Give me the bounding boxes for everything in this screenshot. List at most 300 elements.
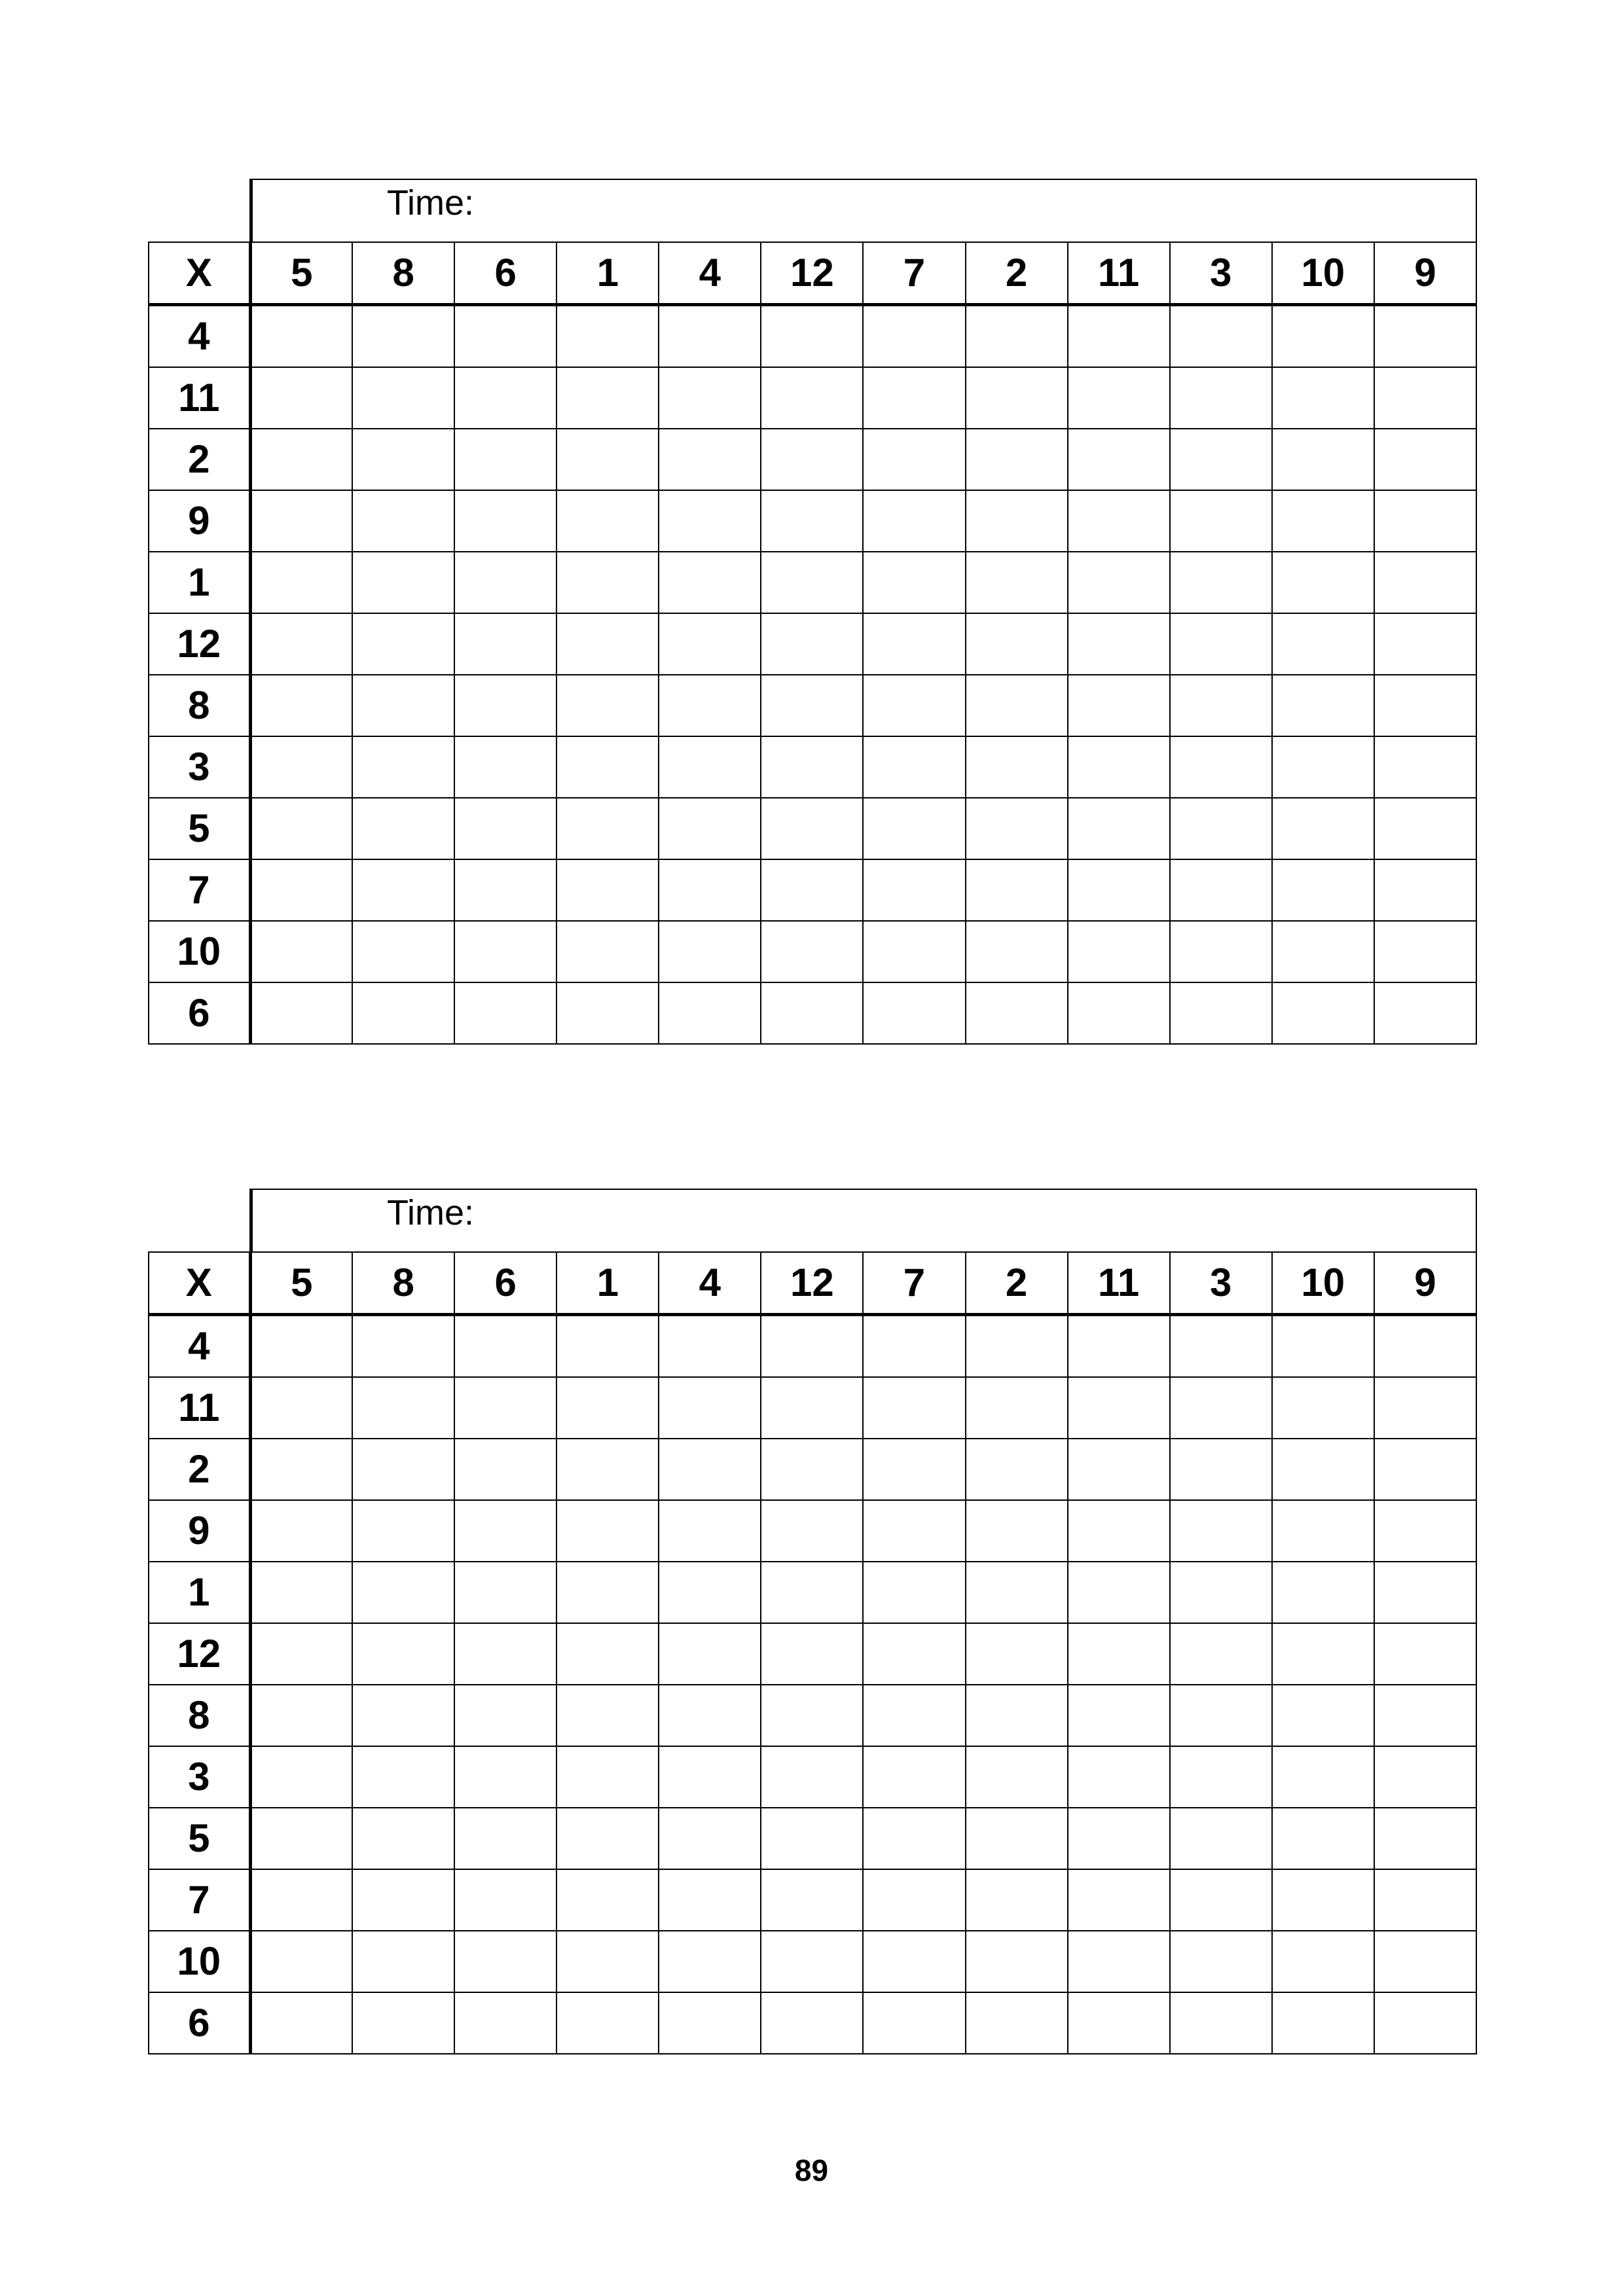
- answer-cell[interactable]: [250, 613, 352, 675]
- answer-cell[interactable]: [556, 1315, 659, 1378]
- column-header: 2: [966, 242, 1068, 305]
- answer-cell[interactable]: [1272, 490, 1374, 552]
- answer-cell[interactable]: [966, 1500, 1068, 1562]
- answer-cell[interactable]: [761, 1500, 863, 1562]
- answer-cell[interactable]: [863, 675, 965, 736]
- answer-cell[interactable]: [250, 921, 352, 982]
- answer-cell[interactable]: [1272, 429, 1374, 490]
- answer-cell[interactable]: [556, 859, 659, 921]
- answer-cell[interactable]: [250, 1746, 352, 1808]
- answer-cell[interactable]: [659, 859, 761, 921]
- table-row: [149, 1315, 1476, 1378]
- answer-cell[interactable]: [1170, 1931, 1272, 1992]
- answer-cell[interactable]: [1272, 1808, 1374, 1869]
- answer-cell[interactable]: [1170, 859, 1272, 921]
- answer-cell[interactable]: [352, 736, 454, 798]
- answer-cell[interactable]: [250, 367, 352, 429]
- answer-cell[interactable]: [659, 1746, 761, 1808]
- answer-cell[interactable]: [1272, 675, 1374, 736]
- answer-cell[interactable]: [1170, 613, 1272, 675]
- answer-cell[interactable]: [966, 552, 1068, 613]
- answer-cell[interactable]: [659, 982, 761, 1044]
- answer-cell[interactable]: [761, 1562, 863, 1623]
- answer-cell[interactable]: [863, 1746, 965, 1808]
- answer-cell[interactable]: [1272, 1315, 1374, 1378]
- answer-cell[interactable]: [761, 736, 863, 798]
- answer-cell[interactable]: [454, 798, 556, 859]
- answer-cell[interactable]: [352, 1992, 454, 2054]
- answer-cell[interactable]: [659, 675, 761, 736]
- answer-cell[interactable]: [966, 1377, 1068, 1439]
- answer-cell[interactable]: [1272, 552, 1374, 613]
- answer-cell[interactable]: [761, 1377, 863, 1439]
- answer-cell[interactable]: [1068, 1869, 1170, 1931]
- answer-cell[interactable]: [352, 1377, 454, 1439]
- answer-cell[interactable]: [659, 429, 761, 490]
- answer-cell[interactable]: [966, 859, 1068, 921]
- answer-cell[interactable]: [659, 613, 761, 675]
- answer-cell[interactable]: [863, 982, 965, 1044]
- answer-cell[interactable]: [863, 1315, 965, 1378]
- answer-cell[interactable]: [1170, 1500, 1272, 1562]
- answer-cell[interactable]: [659, 1562, 761, 1623]
- answer-cell[interactable]: [250, 736, 352, 798]
- answer-cell[interactable]: [250, 490, 352, 552]
- answer-cell[interactable]: [454, 1869, 556, 1931]
- answer-cell[interactable]: [966, 1685, 1068, 1746]
- answer-cell[interactable]: [761, 1808, 863, 1869]
- answer-cell[interactable]: [659, 736, 761, 798]
- answer-cell[interactable]: [1272, 1869, 1374, 1931]
- answer-cell[interactable]: [1272, 1377, 1374, 1439]
- answer-cell[interactable]: [1272, 1562, 1374, 1623]
- answer-cell[interactable]: [352, 490, 454, 552]
- answer-cell[interactable]: [250, 1869, 352, 1931]
- answer-cell[interactable]: [556, 613, 659, 675]
- answer-cell[interactable]: [556, 921, 659, 982]
- answer-cell[interactable]: [454, 982, 556, 1044]
- answer-cell[interactable]: [352, 1500, 454, 1562]
- answer-cell[interactable]: [966, 1562, 1068, 1623]
- answer-cell[interactable]: [352, 675, 454, 736]
- answer-cell[interactable]: [352, 1439, 454, 1500]
- answer-cell[interactable]: [556, 1439, 659, 1500]
- answer-cell[interactable]: [454, 921, 556, 982]
- answer-cell[interactable]: [659, 1992, 761, 2054]
- answer-cell[interactable]: [1068, 1992, 1170, 2054]
- answer-cell[interactable]: [966, 798, 1068, 859]
- answer-cell[interactable]: [1068, 1931, 1170, 1992]
- answer-cell[interactable]: [1272, 1746, 1374, 1808]
- answer-cell[interactable]: [659, 490, 761, 552]
- answer-cell[interactable]: [250, 859, 352, 921]
- answer-cell[interactable]: [1068, 552, 1170, 613]
- answer-cell[interactable]: [966, 921, 1068, 982]
- answer-cell[interactable]: [761, 1315, 863, 1378]
- answer-cell[interactable]: [863, 921, 965, 982]
- column-header: 3: [1170, 242, 1272, 305]
- answer-cell[interactable]: [250, 552, 352, 613]
- answer-cell[interactable]: [761, 1992, 863, 2054]
- answer-cell[interactable]: [761, 1439, 863, 1500]
- answer-cell[interactable]: [454, 1685, 556, 1746]
- answer-cell[interactable]: [1374, 613, 1476, 675]
- answer-cell[interactable]: [761, 1685, 863, 1746]
- answer-cell[interactable]: [1170, 736, 1272, 798]
- answer-cell[interactable]: [1068, 429, 1170, 490]
- answer-cell[interactable]: [556, 736, 659, 798]
- answer-cell[interactable]: [250, 1931, 352, 1992]
- answer-cell[interactable]: [761, 921, 863, 982]
- answer-cell[interactable]: [454, 736, 556, 798]
- answer-cell[interactable]: [454, 552, 556, 613]
- row-header: 4: [149, 1315, 250, 1378]
- answer-cell[interactable]: [1170, 552, 1272, 613]
- answer-cell[interactable]: [250, 798, 352, 859]
- answer-cell[interactable]: [1068, 613, 1170, 675]
- answer-cell[interactable]: [966, 305, 1068, 368]
- answer-cell[interactable]: [1272, 1439, 1374, 1500]
- answer-cell[interactable]: [1068, 1746, 1170, 1808]
- answer-cell[interactable]: [1170, 1869, 1272, 1931]
- answer-cell[interactable]: [352, 613, 454, 675]
- answer-cell[interactable]: [1170, 1439, 1272, 1500]
- answer-cell[interactable]: [761, 613, 863, 675]
- answer-cell[interactable]: [454, 305, 556, 368]
- answer-cell[interactable]: [1170, 798, 1272, 859]
- answer-cell[interactable]: [1068, 982, 1170, 1044]
- answer-cell[interactable]: [1374, 675, 1476, 736]
- answer-cell[interactable]: [454, 859, 556, 921]
- answer-cell[interactable]: [1272, 982, 1374, 1044]
- answer-cell[interactable]: [1374, 1992, 1476, 2054]
- answer-cell[interactable]: [1068, 921, 1170, 982]
- answer-cell[interactable]: [761, 1869, 863, 1931]
- answer-cell[interactable]: [556, 367, 659, 429]
- answer-cell[interactable]: [556, 982, 659, 1044]
- answer-cell[interactable]: [352, 1931, 454, 1992]
- answer-cell[interactable]: [556, 1377, 659, 1439]
- answer-cell[interactable]: [863, 1562, 965, 1623]
- answer-cell[interactable]: [454, 1377, 556, 1439]
- answer-cell[interactable]: [454, 429, 556, 490]
- answer-cell[interactable]: [1170, 921, 1272, 982]
- answer-cell[interactable]: [966, 982, 1068, 1044]
- answer-cell[interactable]: [659, 1685, 761, 1746]
- answer-cell[interactable]: [556, 1808, 659, 1869]
- answer-cell[interactable]: [1374, 1931, 1476, 1992]
- answer-cell[interactable]: [454, 613, 556, 675]
- answer-cell[interactable]: [454, 1808, 556, 1869]
- answer-cell[interactable]: [556, 1685, 659, 1746]
- answer-cell[interactable]: [1272, 613, 1374, 675]
- answer-cell[interactable]: [352, 1685, 454, 1746]
- answer-cell[interactable]: [352, 1808, 454, 1869]
- answer-cell[interactable]: [454, 1623, 556, 1685]
- answer-cell[interactable]: [863, 736, 965, 798]
- answer-cell[interactable]: [1374, 1500, 1476, 1562]
- answer-cell[interactable]: [1272, 798, 1374, 859]
- answer-cell[interactable]: [454, 1746, 556, 1808]
- answer-cell[interactable]: [966, 1315, 1068, 1378]
- answer-cell[interactable]: [1170, 1623, 1272, 1685]
- answer-cell[interactable]: [556, 429, 659, 490]
- answer-cell[interactable]: [1068, 305, 1170, 368]
- answer-cell[interactable]: [1170, 1746, 1272, 1808]
- answer-cell[interactable]: [659, 1869, 761, 1931]
- answer-cell[interactable]: [1068, 1377, 1170, 1439]
- answer-cell[interactable]: [352, 982, 454, 1044]
- answer-cell[interactable]: [966, 675, 1068, 736]
- answer-cell[interactable]: [352, 1562, 454, 1623]
- row-header: 9: [149, 490, 250, 552]
- answer-cell[interactable]: [966, 736, 1068, 798]
- answer-cell[interactable]: [863, 1500, 965, 1562]
- column-header: 1: [556, 242, 659, 305]
- answer-cell[interactable]: [454, 1562, 556, 1623]
- answer-cell[interactable]: [761, 1746, 863, 1808]
- answer-cell[interactable]: [352, 798, 454, 859]
- answer-cell[interactable]: [1068, 736, 1170, 798]
- answer-cell[interactable]: [1374, 367, 1476, 429]
- answer-cell[interactable]: [250, 429, 352, 490]
- answer-cell[interactable]: [556, 1931, 659, 1992]
- answer-cell[interactable]: [454, 1500, 556, 1562]
- answer-cell[interactable]: [659, 1439, 761, 1500]
- answer-cell[interactable]: [1374, 1562, 1476, 1623]
- answer-cell[interactable]: [863, 1808, 965, 1869]
- answer-cell[interactable]: [1170, 1685, 1272, 1746]
- answer-cell[interactable]: [863, 1869, 965, 1931]
- answer-cell[interactable]: [556, 675, 659, 736]
- answer-cell[interactable]: [454, 1315, 556, 1378]
- answer-cell[interactable]: [761, 675, 863, 736]
- answer-cell[interactable]: [352, 305, 454, 368]
- answer-cell[interactable]: [1272, 305, 1374, 368]
- answer-cell[interactable]: [1374, 859, 1476, 921]
- answer-cell[interactable]: [761, 367, 863, 429]
- answer-cell[interactable]: [761, 305, 863, 368]
- answer-cell[interactable]: [352, 1315, 454, 1378]
- answer-cell[interactable]: [556, 1623, 659, 1685]
- answer-cell[interactable]: [1272, 1500, 1374, 1562]
- answer-cell[interactable]: [1068, 1685, 1170, 1746]
- answer-cell[interactable]: [966, 1869, 1068, 1931]
- answer-cell[interactable]: [863, 1377, 965, 1439]
- answer-cell[interactable]: [1068, 859, 1170, 921]
- answer-cell[interactable]: [454, 490, 556, 552]
- answer-cell[interactable]: [1068, 1562, 1170, 1623]
- answer-cell[interactable]: [1170, 1562, 1272, 1623]
- answer-cell[interactable]: [1374, 1869, 1476, 1931]
- answer-cell[interactable]: [454, 1992, 556, 2054]
- answer-cell[interactable]: [659, 367, 761, 429]
- page-number: 89: [794, 2153, 829, 2187]
- answer-cell[interactable]: [1272, 367, 1374, 429]
- answer-cell[interactable]: [761, 1931, 863, 1992]
- answer-cell[interactable]: [556, 1500, 659, 1562]
- answer-cell[interactable]: [863, 490, 965, 552]
- answer-cell[interactable]: [659, 1315, 761, 1378]
- answer-cell[interactable]: [556, 1869, 659, 1931]
- time-row[interactable]: [249, 1189, 1477, 1251]
- answer-cell[interactable]: [1068, 675, 1170, 736]
- answer-cell[interactable]: [1068, 798, 1170, 859]
- answer-cell[interactable]: [352, 552, 454, 613]
- answer-cell[interactable]: [556, 798, 659, 859]
- answer-cell[interactable]: [659, 305, 761, 368]
- answer-cell[interactable]: [1374, 921, 1476, 982]
- answer-cell[interactable]: [761, 798, 863, 859]
- answer-cell[interactable]: [1170, 982, 1272, 1044]
- answer-cell[interactable]: [352, 1623, 454, 1685]
- answer-cell[interactable]: [1374, 736, 1476, 798]
- answer-cell[interactable]: [863, 613, 965, 675]
- answer-cell[interactable]: [966, 1931, 1068, 1992]
- answer-cell[interactable]: [1170, 490, 1272, 552]
- answer-cell[interactable]: [1170, 305, 1272, 368]
- answer-cell[interactable]: [966, 1808, 1068, 1869]
- row-header: 5: [149, 1808, 250, 1869]
- answer-cell[interactable]: [863, 1685, 965, 1746]
- answer-cell[interactable]: [1272, 1931, 1374, 1992]
- answer-cell[interactable]: [556, 305, 659, 368]
- answer-cell[interactable]: [1068, 367, 1170, 429]
- answer-cell[interactable]: [1068, 490, 1170, 552]
- answer-cell[interactable]: [863, 552, 965, 613]
- answer-cell[interactable]: [1374, 1439, 1476, 1500]
- answer-cell[interactable]: [556, 552, 659, 613]
- answer-cell[interactable]: [1272, 1992, 1374, 2054]
- answer-cell[interactable]: [761, 1623, 863, 1685]
- answer-cell[interactable]: [966, 613, 1068, 675]
- answer-cell[interactable]: [1374, 982, 1476, 1044]
- answer-cell[interactable]: [659, 1377, 761, 1439]
- answer-cell[interactable]: [250, 1685, 352, 1746]
- answer-cell[interactable]: [1170, 1315, 1272, 1378]
- answer-cell[interactable]: [1374, 490, 1476, 552]
- answer-cell[interactable]: [761, 490, 863, 552]
- answer-cell[interactable]: [863, 367, 965, 429]
- answer-cell[interactable]: [352, 1746, 454, 1808]
- answer-cell[interactable]: [1374, 1685, 1476, 1746]
- answer-cell[interactable]: [250, 1377, 352, 1439]
- answer-cell[interactable]: [1068, 1808, 1170, 1869]
- answer-cell[interactable]: [761, 552, 863, 613]
- answer-cell[interactable]: [659, 1808, 761, 1869]
- answer-cell[interactable]: [556, 1562, 659, 1623]
- answer-cell[interactable]: [863, 859, 965, 921]
- answer-cell[interactable]: [863, 305, 965, 368]
- answer-cell[interactable]: [761, 429, 863, 490]
- answer-cell[interactable]: [556, 1992, 659, 2054]
- answer-cell[interactable]: [863, 1439, 965, 1500]
- answer-cell[interactable]: [250, 675, 352, 736]
- answer-cell[interactable]: [1374, 1623, 1476, 1685]
- answer-cell[interactable]: [454, 1931, 556, 1992]
- answer-cell[interactable]: [1068, 1439, 1170, 1500]
- answer-cell[interactable]: [1272, 1685, 1374, 1746]
- answer-cell[interactable]: [1068, 1623, 1170, 1685]
- answer-cell[interactable]: [1374, 1746, 1476, 1808]
- answer-cell[interactable]: [1272, 736, 1374, 798]
- answer-cell[interactable]: [454, 675, 556, 736]
- answer-cell[interactable]: [659, 552, 761, 613]
- answer-cell[interactable]: [863, 1931, 965, 1992]
- answer-cell[interactable]: [761, 982, 863, 1044]
- answer-cell[interactable]: [1068, 1315, 1170, 1378]
- answer-cell[interactable]: [863, 1623, 965, 1685]
- answer-cell[interactable]: [966, 1992, 1068, 2054]
- answer-cell[interactable]: [659, 1623, 761, 1685]
- answer-cell[interactable]: [454, 1439, 556, 1500]
- answer-cell[interactable]: [1374, 798, 1476, 859]
- answer-cell[interactable]: [352, 1869, 454, 1931]
- answer-cell[interactable]: [1374, 1808, 1476, 1869]
- answer-cell[interactable]: [966, 1746, 1068, 1808]
- answer-cell[interactable]: [1374, 305, 1476, 368]
- answer-cell[interactable]: [1170, 1808, 1272, 1869]
- answer-cell[interactable]: [556, 490, 659, 552]
- answer-cell[interactable]: [250, 1562, 352, 1623]
- answer-cell[interactable]: [863, 429, 965, 490]
- answer-cell[interactable]: [556, 1746, 659, 1808]
- answer-cell[interactable]: [250, 1500, 352, 1562]
- answer-cell[interactable]: [1170, 675, 1272, 736]
- answer-cell[interactable]: [250, 1992, 352, 2054]
- answer-cell[interactable]: [352, 429, 454, 490]
- answer-cell[interactable]: [1170, 429, 1272, 490]
- answer-cell[interactable]: [250, 1315, 352, 1378]
- answer-cell[interactable]: [352, 367, 454, 429]
- answer-cell[interactable]: [659, 1931, 761, 1992]
- answer-cell[interactable]: [1170, 367, 1272, 429]
- answer-cell[interactable]: [966, 429, 1068, 490]
- answer-cell[interactable]: [1374, 1315, 1476, 1378]
- answer-cell[interactable]: [1374, 429, 1476, 490]
- answer-cell[interactable]: [863, 1992, 965, 2054]
- answer-cell[interactable]: [966, 1623, 1068, 1685]
- answer-cell[interactable]: [1170, 1992, 1272, 2054]
- answer-cell[interactable]: [250, 1439, 352, 1500]
- answer-cell[interactable]: [1374, 552, 1476, 613]
- answer-cell[interactable]: [250, 982, 352, 1044]
- answer-cell[interactable]: [863, 798, 965, 859]
- answer-cell[interactable]: [1272, 921, 1374, 982]
- answer-cell[interactable]: [659, 798, 761, 859]
- answer-cell[interactable]: [454, 367, 556, 429]
- answer-cell[interactable]: [966, 367, 1068, 429]
- table-row: [149, 1808, 1476, 1869]
- answer-cell[interactable]: [1272, 859, 1374, 921]
- answer-cell[interactable]: [1170, 1377, 1272, 1439]
- answer-cell[interactable]: [966, 490, 1068, 552]
- time-row[interactable]: [249, 179, 1477, 242]
- answer-cell[interactable]: [659, 921, 761, 982]
- row-header: 1: [149, 1562, 250, 1623]
- answer-cell[interactable]: [352, 921, 454, 982]
- answer-cell[interactable]: [761, 859, 863, 921]
- answer-cell[interactable]: [250, 305, 352, 368]
- answer-cell[interactable]: [1068, 1500, 1170, 1562]
- answer-cell[interactable]: [250, 1623, 352, 1685]
- answer-cell[interactable]: [966, 1439, 1068, 1500]
- answer-cell[interactable]: [659, 1500, 761, 1562]
- answer-cell[interactable]: [250, 1808, 352, 1869]
- answer-cell[interactable]: [1374, 1377, 1476, 1439]
- answer-cell[interactable]: [1272, 1623, 1374, 1685]
- answer-cell[interactable]: [352, 859, 454, 921]
